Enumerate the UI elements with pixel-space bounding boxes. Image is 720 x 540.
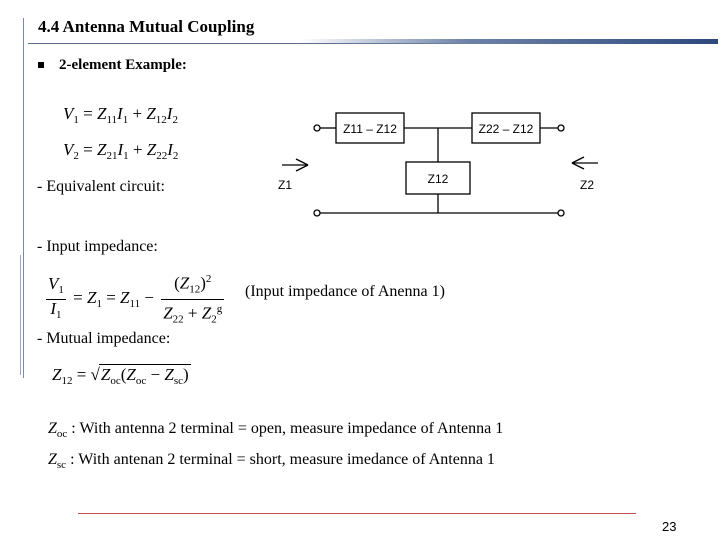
box-left-label: Z11 – Z12 [343, 122, 397, 136]
equation-v2: $V_2 = Z_{21}I_1 + Z_{22}I_2$ [63, 140, 179, 162]
equivalent-circuit-diagram [268, 95, 608, 225]
box-shunt-label: Z12 [427, 172, 449, 186]
zsc-text: : With antenan 2 terminal = short, measure imedance of Antenna 1 [66, 451, 495, 468]
zsc-symbol: Z [48, 451, 57, 468]
footer-rule [78, 513, 636, 514]
port-left-label: Z1 [278, 178, 293, 192]
arrow-right-icon [572, 157, 598, 163]
v2-sub: 2 [73, 150, 79, 162]
terminal-left-bottom [314, 210, 320, 216]
v2-symbol: V [63, 140, 74, 159]
v1-z-a-sub: 11 [106, 114, 118, 126]
zoc-definition [48, 420, 503, 440]
zoc-symbol: Z [48, 420, 57, 437]
box-right-label: Z22 – Z12 [478, 122, 534, 136]
zoc-sub: oc [56, 428, 68, 440]
left-accent-line-lower [20, 255, 21, 375]
v2-z-a-sub: 21 [106, 150, 118, 162]
input-impedance-label: - Input impedance: [37, 238, 158, 255]
square-bullet-icon [38, 62, 44, 68]
left-accent-line [23, 18, 24, 378]
mutual-impedance-label: - Mutual impedance: [37, 330, 171, 347]
input-impedance-formula: $\frac{V_1}{I_1}$ = $Z_1 = Z_{11}$ − $\frac{(Z_{12})^2}{Z_{22} + Z_2^g}$ [46, 270, 224, 328]
v1-i-b-sub: 2 [172, 114, 178, 126]
mutual-impedance-formula: $Z_{12} = √Z_{oc}(Z_{oc} - Z_{sc})$ [52, 365, 189, 387]
bullet-heading: 2-element Example: [59, 57, 187, 73]
equation-v1: $V_1 = Z_{11}I_1 + Z_{12}I_2$ [63, 104, 178, 126]
z12-squared-fraction: $\frac{(Z_{12})^2}{Z_{22} + Z_2^g}$ [161, 270, 224, 328]
title-gradient-bar [300, 39, 718, 44]
v1-symbol: V [63, 104, 74, 123]
slide-title: 4.4 Antenna Mutual Coupling [38, 17, 255, 36]
v1-i-a-sub: 1 [122, 114, 129, 126]
v2-i-b-sub: 2 [172, 150, 179, 162]
zoc-text: : With antenna 2 terminal = open, measure impedance of Antenna 1 [67, 420, 504, 437]
page-number: 23 [662, 519, 677, 534]
arrow-left-icon [282, 159, 308, 165]
v2-z-b-sub: 22 [156, 150, 168, 162]
v1-z-b-sub: 12 [155, 114, 167, 126]
port-right-label: Z2 [580, 178, 595, 192]
terminal-left-top [314, 125, 320, 131]
input-impedance-note: (Input impedance of Anenna 1) [245, 283, 445, 300]
terminal-right-bottom [558, 210, 564, 216]
zsc-sub: sc [56, 459, 67, 471]
v1-sub: 1 [73, 114, 79, 126]
equivalent-circuit-label: - Equivalent circuit: [37, 178, 165, 195]
terminal-right-top [558, 125, 564, 131]
v1-over-i1-fraction: $\frac{V_1}{I_1}$ [48, 273, 64, 321]
zsc-definition [48, 451, 495, 471]
v2-i-a-sub: 1 [123, 150, 129, 162]
